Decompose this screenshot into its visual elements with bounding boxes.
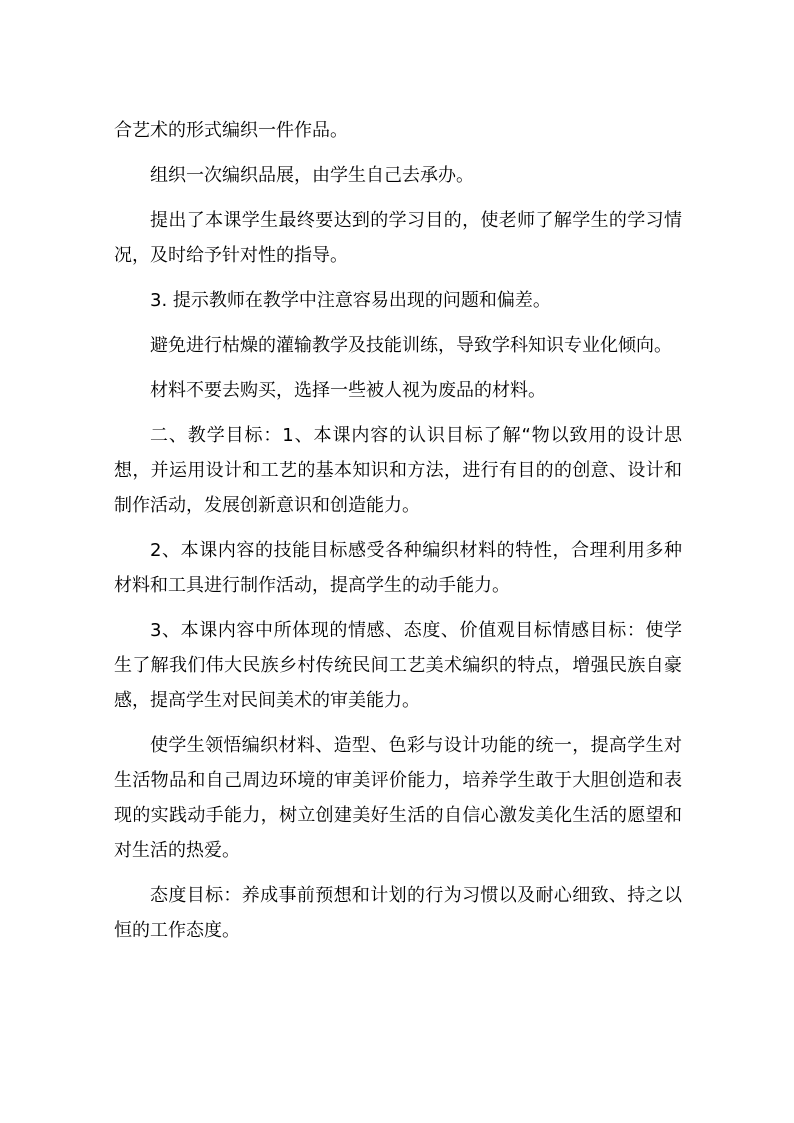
- paragraph-materials: 材料不要去购买，选择一些被人视为废品的材料。: [150, 380, 546, 401]
- paragraph-skill-goals: 2、本课内容的技能目标感受各种编织材料的特性，合理利用多种材料和工具进行制作活动，提高学生的动手能力。: [114, 540, 682, 596]
- paragraph-aesthetic-ability: 使学生领悟编织材料、造型、色彩与设计功能的统一，提高学生对生活物品和自己周边环境的审美评价能力，培养学生敢于大胆创造和表现的实践动手能力，树立创建美好生活的自信心激发美化生活的愿望和对生活的热爱。: [114, 735, 682, 861]
- paragraph-exhibition: 组织一次编织品展，由学生自己去承办。: [150, 165, 474, 186]
- paragraph-avoid-rote-teaching: 避免进行枯燥的灌输教学及技能训练，导致学科知识专业化倾向。: [150, 335, 672, 356]
- paragraph-attitude-goals: 态度目标：养成事前预想和计划的行为习惯以及耐心细致、持之以恒的工作态度。: [114, 885, 682, 941]
- paragraph-teacher-notes-heading: 3. 提示教师在教学中注意容易出现的问题和偏差。: [150, 290, 551, 311]
- paragraph-teaching-goals: 二、教学目标：1、本课内容的认识目标了解“物以致用的设计思想，并运用设计和工艺的基本知识和方法，进行有目的的创意、设计和制作活动，发展创新意识和创造能力。: [114, 425, 682, 516]
- paragraph-learning-purpose: 提出了本课学生最终要达到的学习目的，使老师了解学生的学习情况，及时给予针对性的指导。: [114, 210, 682, 266]
- paragraph-continuation: 合艺术的形式编织一件作品。: [114, 120, 348, 141]
- paragraph-emotion-goals: 3、本课内容中所体现的情感、态度、价值观目标情感目标：使学生了解我们伟大民族乡村传统民间工艺美术编织的特点，增强民族自豪感，提高学生对民间美术的审美能力。: [114, 620, 682, 711]
- document-body: [114, 113, 682, 948]
